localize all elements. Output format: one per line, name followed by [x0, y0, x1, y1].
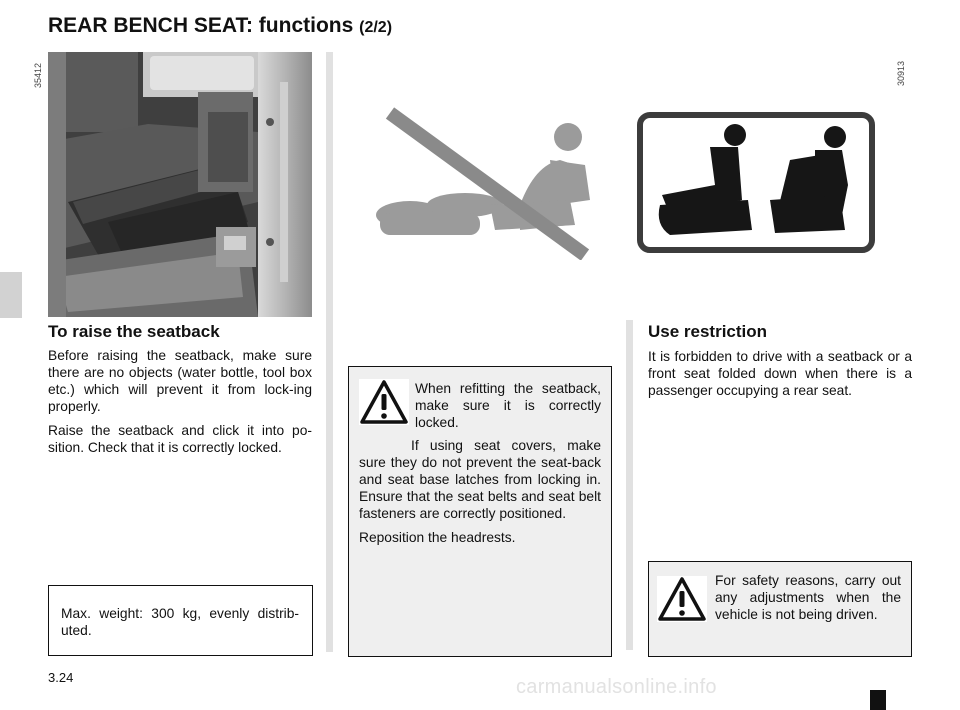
refit-warning-paragraph-3: Reposition the headrests.	[359, 530, 516, 545]
rear-seat-photo	[48, 52, 312, 317]
safety-warning-text: For safety reasons, carry out any adjustments when the vehicle is not being driven.	[715, 573, 901, 622]
column-rule-right	[626, 320, 633, 650]
raise-body	[48, 347, 312, 463]
raise-heading: To raise the seatback	[48, 322, 220, 341]
watermark: carmanualsonline.info	[516, 676, 717, 698]
refit-warning-box	[348, 366, 612, 657]
warning-triangle-icon	[657, 576, 707, 627]
max-weight-box	[48, 585, 313, 656]
column-rule-left	[326, 52, 333, 652]
page-title	[48, 14, 392, 38]
photo-number: 35412	[33, 62, 43, 88]
refit-warning-lead: When refitting the seatback, make sure it is correctly locked.	[415, 381, 601, 430]
refit-warning-body	[359, 437, 601, 553]
seat-use-diagram	[370, 105, 880, 260]
raise-paragraph-1: Before raising the seatback, make sure there are no objects (water bottle, tool box etc.) which will prevent it from lock-ing properly.	[48, 348, 312, 414]
raise-paragraph-2: Raise the seatback and click it into po-sition. Check that it is correctly locked.	[48, 423, 312, 455]
use-restriction-heading: Use restriction	[648, 322, 768, 341]
safety-warning-box	[648, 561, 912, 657]
title-main: REAR BENCH SEAT: functions	[48, 14, 354, 37]
title-suffix: (2/2)	[359, 19, 393, 36]
max-weight-text: Max. weight: 300 kg, evenly distrib-uted.	[61, 606, 299, 638]
corner-mark	[870, 690, 886, 710]
refit-warning-paragraph-2: If using seat covers, make sure they do not prevent the seat-back and seat base latches from locking in. Ensure that the seat belts and seat belt fasteners are correctly positioned.	[359, 438, 601, 521]
diagram-number: 30913	[896, 60, 906, 86]
warning-triangle-icon	[359, 379, 409, 430]
page-number: 3.24	[48, 670, 74, 685]
chapter-tab	[0, 272, 22, 318]
use-restriction-text: It is forbidden to drive with a seatback or a front seat folded down when there is a passenger occupying a rear seat.	[648, 349, 912, 398]
